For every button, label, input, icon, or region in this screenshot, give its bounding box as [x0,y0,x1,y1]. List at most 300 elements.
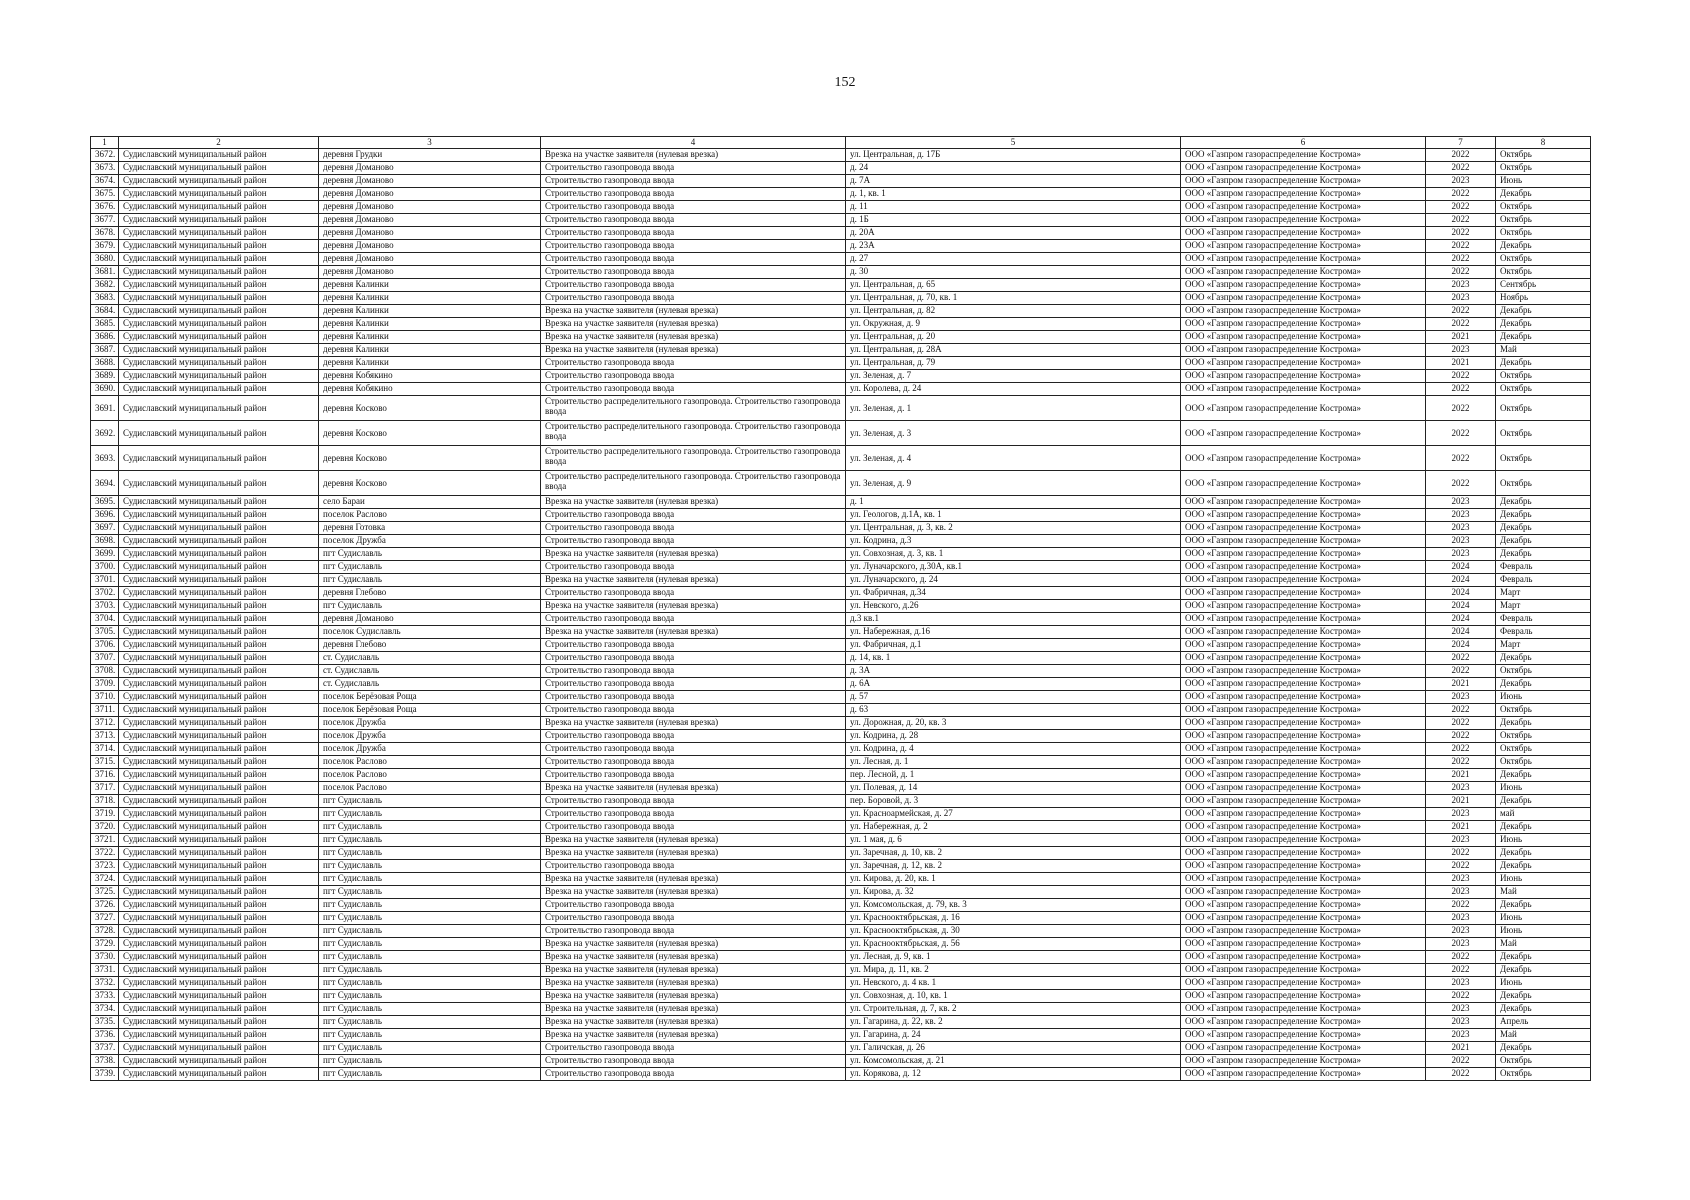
month-cell: Октябрь [1496,370,1591,383]
district-cell: Судиславский муниципальный район [119,1016,319,1029]
row-number: 3676. [91,201,119,214]
work-type-cell: Строительство газопровода ввода [541,1042,846,1055]
year-cell: 2023 [1426,873,1496,886]
organization-cell: ООО «Газпром газораспределение Кострома» [1181,227,1426,240]
month-cell: Июнь [1496,912,1591,925]
organization-cell: ООО «Газпром газораспределение Кострома» [1181,253,1426,266]
month-cell: Октябрь [1496,266,1591,279]
work-type-cell: Строительство газопровода ввода [541,1055,846,1068]
settlement-cell: пгт Судиславль [319,1029,541,1042]
district-cell: Судиславский муниципальный район [119,782,319,795]
address-cell: ул. Невского, д.26 [846,600,1181,613]
row-number: 3733. [91,990,119,1003]
column-number: 4 [541,137,846,149]
table-row [91,990,1591,1003]
year-cell: 2022 [1426,717,1496,730]
row-number: 3714. [91,743,119,756]
year-cell: 2021 [1426,769,1496,782]
row-number: 3716. [91,769,119,782]
settlement-cell: пгт Судиславль [319,912,541,925]
work-type-cell: Строительство газопровода ввода [541,535,846,548]
address-cell: ул. Зеленая, д. 1 [846,396,1181,421]
table-row [91,370,1591,383]
organization-cell: ООО «Газпром газораспределение Кострома» [1181,1029,1426,1042]
address-cell: ул. Кодрина, д.3 [846,535,1181,548]
district-cell: Судиславский муниципальный район [119,717,319,730]
district-cell: Судиславский муниципальный район [119,344,319,357]
work-type-cell: Врезка на участке заявителя (нулевая врезка) [541,990,846,1003]
month-cell: Декабрь [1496,240,1591,253]
table-row [91,305,1591,318]
year-cell: 2023 [1426,912,1496,925]
month-cell: Май [1496,344,1591,357]
work-type-cell: Врезка на участке заявителя (нулевая врезка) [541,548,846,561]
address-cell: ул. Окружная, д. 9 [846,318,1181,331]
organization-cell: ООО «Газпром газораспределение Кострома» [1181,471,1426,496]
address-cell: ул. Краснооктябрьская, д. 30 [846,925,1181,938]
table-row [91,421,1591,446]
settlement-cell: деревня Косково [319,446,541,471]
work-type-cell: Строительство газопровода ввода [541,899,846,912]
organization-cell: ООО «Газпром газораспределение Кострома» [1181,446,1426,471]
row-number: 3735. [91,1016,119,1029]
district-cell: Судиславский муниципальный район [119,873,319,886]
district-cell: Судиславский муниципальный район [119,821,319,834]
address-cell: ул. Заречная, д. 12, кв. 2 [846,860,1181,873]
district-cell: Судиславский муниципальный район [119,1029,319,1042]
settlement-cell: деревня Доманово [319,188,541,201]
organization-cell: ООО «Газпром газораспределение Кострома» [1181,292,1426,305]
row-number: 3684. [91,305,119,318]
organization-cell: ООО «Газпром газораспределение Кострома» [1181,795,1426,808]
settlement-cell: пгт Судиславль [319,925,541,938]
district-cell: Судиславский муниципальный район [119,834,319,847]
work-type-cell: Строительство газопровода ввода [541,253,846,266]
organization-cell: ООО «Газпром газораспределение Кострома» [1181,522,1426,535]
row-number: 3718. [91,795,119,808]
organization-cell: ООО «Газпром газораспределение Кострома» [1181,964,1426,977]
row-number: 3712. [91,717,119,730]
organization-cell: ООО «Газпром газораспределение Кострома» [1181,782,1426,795]
row-number: 3696. [91,509,119,522]
table-row [91,1055,1591,1068]
organization-cell: ООО «Газпром газораспределение Кострома» [1181,652,1426,665]
work-type-cell: Строительство газопровода ввода [541,808,846,821]
settlement-cell: деревня Калинки [319,331,541,344]
district-cell: Судиславский муниципальный район [119,357,319,370]
organization-cell: ООО «Газпром газораспределение Кострома» [1181,639,1426,652]
month-cell: Декабрь [1496,1042,1591,1055]
work-type-cell: Врезка на участке заявителя (нулевая врезка) [541,574,846,587]
settlement-cell: деревня Калинки [319,279,541,292]
settlement-cell: пгт Судиславль [319,873,541,886]
work-type-cell: Строительство газопровода ввода [541,162,846,175]
organization-cell: ООО «Газпром газораспределение Кострома» [1181,1055,1426,1068]
district-cell: Судиславский муниципальный район [119,899,319,912]
month-cell: Декабрь [1496,535,1591,548]
address-cell: ул. Гагарина, д. 22, кв. 2 [846,1016,1181,1029]
month-cell: Июнь [1496,977,1591,990]
table-row [91,704,1591,717]
table-row [91,509,1591,522]
organization-cell: ООО «Газпром газораспределение Кострома» [1181,201,1426,214]
settlement-cell: деревня Косково [319,421,541,446]
table-row [91,344,1591,357]
work-type-cell: Строительство распределительного газопровода. Строительство газопровода ввода [541,396,846,421]
work-type-cell: Строительство газопровода ввода [541,214,846,227]
table-row [91,977,1591,990]
settlement-cell: пгт Судиславль [319,860,541,873]
address-cell: ул. Мира, д. 11, кв. 2 [846,964,1181,977]
work-type-cell: Строительство распределительного газопровода. Строительство газопровода ввода [541,471,846,496]
table-row [91,613,1591,626]
address-cell: ул. Лесная, д. 9, кв. 1 [846,951,1181,964]
year-cell: 2022 [1426,370,1496,383]
month-cell: Октябрь [1496,201,1591,214]
table-row [91,175,1591,188]
work-type-cell: Строительство газопровода ввода [541,795,846,808]
settlement-cell: деревня Грудки [319,149,541,162]
table-row [91,925,1591,938]
month-cell: Декабрь [1496,990,1591,1003]
settlement-cell: деревня Калинки [319,305,541,318]
month-cell: Декабрь [1496,717,1591,730]
column-number: 5 [846,137,1181,149]
year-cell: 2024 [1426,587,1496,600]
organization-cell: ООО «Газпром газораспределение Кострома» [1181,756,1426,769]
district-cell: Судиславский муниципальный район [119,201,319,214]
work-type-cell: Врезка на участке заявителя (нулевая врезка) [541,331,846,344]
year-cell: 2024 [1426,574,1496,587]
year-cell: 2023 [1426,292,1496,305]
settlement-cell: деревня Кобякино [319,383,541,396]
district-cell: Судиславский муниципальный район [119,383,319,396]
row-number: 3699. [91,548,119,561]
district-cell: Судиславский муниципальный район [119,1068,319,1081]
settlement-cell: пгт Судиславль [319,1042,541,1055]
table-row [91,652,1591,665]
settlement-cell: пгт Судиславль [319,600,541,613]
district-cell: Судиславский муниципальный район [119,318,319,331]
address-cell: ул. Корякова, д. 12 [846,1068,1181,1081]
address-cell: д. 57 [846,691,1181,704]
settlement-cell: пгт Судиславль [319,964,541,977]
year-cell: 2022 [1426,240,1496,253]
work-type-cell: Строительство газопровода ввода [541,769,846,782]
month-cell: май [1496,808,1591,821]
work-type-cell: Врезка на участке заявителя (нулевая врезка) [541,496,846,509]
district-cell: Судиславский муниципальный район [119,938,319,951]
work-type-cell: Врезка на участке заявителя (нулевая врезка) [541,600,846,613]
gasification-schedule-table [90,136,1591,1081]
table-row [91,938,1591,951]
organization-cell: ООО «Газпром газораспределение Кострома» [1181,279,1426,292]
table-row [91,626,1591,639]
district-cell: Судиславский муниципальный район [119,639,319,652]
table-row [91,1016,1591,1029]
month-cell: Декабрь [1496,652,1591,665]
address-cell: ул. Фабричная, д.34 [846,587,1181,600]
month-cell: Декабрь [1496,331,1591,344]
work-type-cell: Врезка на участке заявителя (нулевая врезка) [541,847,846,860]
organization-cell: ООО «Газпром газораспределение Кострома» [1181,305,1426,318]
table-row [91,899,1591,912]
district-cell: Судиславский муниципальный район [119,587,319,600]
month-cell: Декабрь [1496,899,1591,912]
organization-cell: ООО «Газпром газораспределение Кострома» [1181,990,1426,1003]
year-cell: 2022 [1426,704,1496,717]
organization-cell: ООО «Газпром газораспределение Кострома» [1181,678,1426,691]
table-row [91,574,1591,587]
column-number: 8 [1496,137,1591,149]
row-number: 3700. [91,561,119,574]
work-type-cell: Врезка на участке заявителя (нулевая врезка) [541,717,846,730]
district-cell: Судиславский муниципальный район [119,396,319,421]
settlement-cell: ст. Судиславль [319,652,541,665]
row-number: 3677. [91,214,119,227]
year-cell: 2022 [1426,665,1496,678]
work-type-cell: Врезка на участке заявителя (нулевая врезка) [541,782,846,795]
settlement-cell: деревня Калинки [319,344,541,357]
settlement-cell: деревня Кобякино [319,370,541,383]
table-row [91,600,1591,613]
settlement-cell: пгт Судиславль [319,834,541,847]
row-number: 3687. [91,344,119,357]
month-cell: Октябрь [1496,743,1591,756]
settlement-cell: пгт Судиславль [319,951,541,964]
address-cell: д. 27 [846,253,1181,266]
organization-cell: ООО «Газпром газораспределение Кострома» [1181,396,1426,421]
organization-cell: ООО «Газпром газораспределение Кострома» [1181,951,1426,964]
month-cell: Май [1496,886,1591,899]
year-cell: 2023 [1426,977,1496,990]
month-cell: Февраль [1496,574,1591,587]
settlement-cell: деревня Доманово [319,240,541,253]
settlement-cell: деревня Косково [319,396,541,421]
settlement-cell: пгт Судиславль [319,548,541,561]
table-row [91,964,1591,977]
row-number: 3722. [91,847,119,860]
organization-cell: ООО «Газпром газораспределение Кострома» [1181,730,1426,743]
year-cell: 2023 [1426,1016,1496,1029]
organization-cell: ООО «Газпром газораспределение Кострома» [1181,691,1426,704]
month-cell: Февраль [1496,613,1591,626]
month-cell: Февраль [1496,561,1591,574]
address-cell: ул. Набережная, д.16 [846,626,1181,639]
organization-cell: ООО «Газпром газораспределение Кострома» [1181,357,1426,370]
table-row [91,886,1591,899]
district-cell: Судиславский муниципальный район [119,522,319,535]
table-row [91,253,1591,266]
row-number: 3694. [91,471,119,496]
year-cell: 2021 [1426,1042,1496,1055]
work-type-cell: Строительство газопровода ввода [541,227,846,240]
column-number: 2 [119,137,319,149]
work-type-cell: Строительство газопровода ввода [541,730,846,743]
settlement-cell: пгт Судиславль [319,977,541,990]
row-number: 3698. [91,535,119,548]
month-cell: Декабрь [1496,769,1591,782]
organization-cell: ООО «Газпром газораспределение Кострома» [1181,331,1426,344]
table-row [91,1029,1591,1042]
address-cell: ул. Комсомольская, д. 21 [846,1055,1181,1068]
district-cell: Судиславский муниципальный район [119,860,319,873]
year-cell: 2023 [1426,808,1496,821]
row-number: 3686. [91,331,119,344]
table-row [91,240,1591,253]
month-cell: Октябрь [1496,162,1591,175]
work-type-cell: Врезка на участке заявителя (нулевая врезка) [541,964,846,977]
table-row [91,821,1591,834]
row-number: 3736. [91,1029,119,1042]
year-cell: 2023 [1426,496,1496,509]
month-cell: Декабрь [1496,496,1591,509]
work-type-cell: Врезка на участке заявителя (нулевая врезка) [541,977,846,990]
address-cell: ул. Центральная, д. 28А [846,344,1181,357]
district-cell: Судиславский муниципальный район [119,1003,319,1016]
month-cell: Апрель [1496,1016,1591,1029]
settlement-cell: поселок Берёзовая Роща [319,704,541,717]
year-cell: 2024 [1426,639,1496,652]
year-cell: 2024 [1426,613,1496,626]
year-cell: 2022 [1426,253,1496,266]
address-cell: д. 11 [846,201,1181,214]
row-number: 3689. [91,370,119,383]
settlement-cell: деревня Доманово [319,613,541,626]
row-number: 3681. [91,266,119,279]
year-cell: 2022 [1426,149,1496,162]
organization-cell: ООО «Газпром газораспределение Кострома» [1181,665,1426,678]
address-cell: д. 30 [846,266,1181,279]
table-row [91,1068,1591,1081]
row-number: 3728. [91,925,119,938]
organization-cell: ООО «Газпром газораспределение Кострома» [1181,769,1426,782]
table-row [91,951,1591,964]
year-cell: 2023 [1426,938,1496,951]
settlement-cell: поселок Судиславль [319,626,541,639]
month-cell: Декабрь [1496,795,1591,808]
table-row [91,639,1591,652]
district-cell: Судиславский муниципальный район [119,951,319,964]
year-cell: 2023 [1426,782,1496,795]
table-row [91,782,1591,795]
district-cell: Судиславский муниципальный район [119,847,319,860]
year-cell: 2023 [1426,1029,1496,1042]
year-cell: 2021 [1426,821,1496,834]
year-cell: 2022 [1426,318,1496,331]
year-cell: 2022 [1426,162,1496,175]
year-cell: 2022 [1426,214,1496,227]
work-type-cell: Строительство газопровода ввода [541,925,846,938]
district-cell: Судиславский муниципальный район [119,214,319,227]
work-type-cell: Строительство газопровода ввода [541,279,846,292]
table-row [91,561,1591,574]
row-number: 3678. [91,227,119,240]
year-cell: 2024 [1426,600,1496,613]
work-type-cell: Врезка на участке заявителя (нулевая врезка) [541,305,846,318]
organization-cell: ООО «Газпром газораспределение Кострома» [1181,370,1426,383]
district-cell: Судиславский муниципальный район [119,162,319,175]
district-cell: Судиславский муниципальный район [119,1042,319,1055]
table-row [91,318,1591,331]
organization-cell: ООО «Газпром газораспределение Кострома» [1181,383,1426,396]
table-row [91,383,1591,396]
district-cell: Судиславский муниципальный район [119,535,319,548]
year-cell: 2022 [1426,396,1496,421]
year-cell: 2024 [1426,561,1496,574]
settlement-cell: поселок Дружба [319,743,541,756]
address-cell: ул. Кодрина, д. 4 [846,743,1181,756]
work-type-cell: Строительство газопровода ввода [541,587,846,600]
year-cell: 2022 [1426,847,1496,860]
district-cell: Судиславский муниципальный район [119,964,319,977]
row-number: 3734. [91,1003,119,1016]
organization-cell: ООО «Газпром газораспределение Кострома» [1181,175,1426,188]
district-cell: Судиславский муниципальный район [119,977,319,990]
table-row [91,548,1591,561]
district-cell: Судиславский муниципальный район [119,691,319,704]
district-cell: Судиславский муниципальный район [119,175,319,188]
work-type-cell: Строительство газопровода ввода [541,201,846,214]
work-type-cell: Строительство распределительного газопровода. Строительство газопровода ввода [541,446,846,471]
row-number: 3709. [91,678,119,691]
district-cell: Судиславский муниципальный район [119,227,319,240]
work-type-cell: Врезка на участке заявителя (нулевая врезка) [541,886,846,899]
work-type-cell: Врезка на участке заявителя (нулевая врезка) [541,1016,846,1029]
address-cell: д. 24 [846,162,1181,175]
address-cell: ул. Геологов, д.1А, кв. 1 [846,509,1181,522]
organization-cell: ООО «Газпром газораспределение Кострома» [1181,149,1426,162]
year-cell: 2022 [1426,446,1496,471]
settlement-cell: деревня Доманово [319,266,541,279]
organization-cell: ООО «Газпром газораспределение Кострома» [1181,587,1426,600]
row-number: 3720. [91,821,119,834]
organization-cell: ООО «Газпром газораспределение Кострома» [1181,626,1426,639]
table-row [91,795,1591,808]
settlement-cell: деревня Калинки [319,357,541,370]
address-cell: ул. Центральная, д. 20 [846,331,1181,344]
settlement-cell: деревня Доманово [319,253,541,266]
table-row [91,331,1591,344]
table-row [91,665,1591,678]
organization-cell: ООО «Газпром газораспределение Кострома» [1181,1042,1426,1055]
organization-cell: ООО «Газпром газораспределение Кострома» [1181,899,1426,912]
year-cell: 2021 [1426,357,1496,370]
work-type-cell: Врезка на участке заявителя (нулевая врезка) [541,1029,846,1042]
work-type-cell: Строительство газопровода ввода [541,756,846,769]
settlement-cell: деревня Доманово [319,162,541,175]
organization-cell: ООО «Газпром газораспределение Кострома» [1181,704,1426,717]
work-type-cell: Врезка на участке заявителя (нулевая врезка) [541,344,846,357]
district-cell: Судиславский муниципальный район [119,626,319,639]
work-type-cell: Строительство газопровода ввода [541,912,846,925]
table-row [91,279,1591,292]
row-number: 3711. [91,704,119,717]
row-number: 3679. [91,240,119,253]
address-cell: ул. Красноармейская, д. 27 [846,808,1181,821]
address-cell: д.3 кв.1 [846,613,1181,626]
settlement-cell: поселок Берёзовая Роща [319,691,541,704]
month-cell: Ноябрь [1496,292,1591,305]
table-row [91,292,1591,305]
column-number: 7 [1426,137,1496,149]
settlement-cell: деревня Калинки [319,292,541,305]
year-cell: 2023 [1426,175,1496,188]
year-cell: 2022 [1426,860,1496,873]
year-cell: 2024 [1426,626,1496,639]
month-cell: Июнь [1496,834,1591,847]
address-cell: ул. Зеленая, д. 3 [846,421,1181,446]
